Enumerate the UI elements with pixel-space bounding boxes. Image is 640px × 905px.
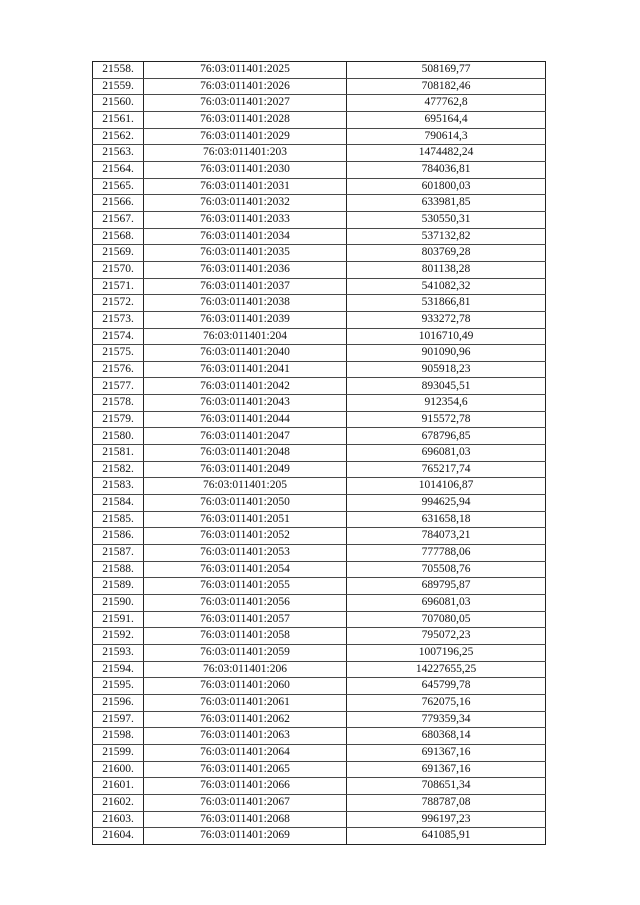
table-row xyxy=(93,578,546,595)
cadastral-number-cell: 76:03:011401:2051 xyxy=(144,511,347,528)
cadastral-value-cell: 531866,81 xyxy=(347,295,546,312)
row-number-cell: 21559. xyxy=(93,78,144,95)
table-row xyxy=(93,111,546,128)
table-row xyxy=(93,128,546,145)
row-number-cell: 21592. xyxy=(93,628,144,645)
cadastral-number-cell: 76:03:011401:2047 xyxy=(144,428,347,445)
row-number-cell: 21590. xyxy=(93,595,144,612)
cadastral-number-cell: 76:03:011401:206 xyxy=(144,661,347,678)
cadastral-number-cell: 76:03:011401:2050 xyxy=(144,495,347,512)
cadastral-value-cell: 707080,05 xyxy=(347,611,546,628)
cadastral-value-cell: 696081,03 xyxy=(347,445,546,462)
cadastral-number-cell: 76:03:011401:2031 xyxy=(144,178,347,195)
cadastral-number-cell: 76:03:011401:2059 xyxy=(144,644,347,661)
row-number-cell: 21580. xyxy=(93,428,144,445)
row-number-cell: 21602. xyxy=(93,794,144,811)
table-row xyxy=(93,411,546,428)
cadastral-number-cell: 76:03:011401:2053 xyxy=(144,545,347,562)
table-row xyxy=(93,195,546,212)
cadastral-number-cell: 76:03:011401:2042 xyxy=(144,378,347,395)
cadastral-number-cell: 76:03:011401:2039 xyxy=(144,311,347,328)
cadastral-value-cell: 705508,76 xyxy=(347,561,546,578)
row-number-cell: 21563. xyxy=(93,145,144,162)
cadastral-value-cell: 689795,87 xyxy=(347,578,546,595)
table-row xyxy=(93,828,546,845)
cadastral-value-cell: 696081,03 xyxy=(347,595,546,612)
row-number-cell: 21594. xyxy=(93,661,144,678)
cadastral-number-cell: 76:03:011401:2025 xyxy=(144,62,347,79)
cadastral-number-cell: 76:03:011401:2049 xyxy=(144,461,347,478)
cadastral-number-cell: 76:03:011401:2027 xyxy=(144,95,347,112)
table-row xyxy=(93,628,546,645)
cadastral-value-cell: 765217,74 xyxy=(347,461,546,478)
cadastral-number-cell: 76:03:011401:2028 xyxy=(144,111,347,128)
table-row xyxy=(93,311,546,328)
row-number-cell: 21588. xyxy=(93,561,144,578)
cadastral-value-cell: 14227655,25 xyxy=(347,661,546,678)
cadastral-value-cell: 915572,78 xyxy=(347,411,546,428)
cadastral-number-cell: 76:03:011401:2061 xyxy=(144,694,347,711)
cadastral-number-cell: 76:03:011401:2041 xyxy=(144,361,347,378)
cadastral-value-cell: 708182,46 xyxy=(347,78,546,95)
table-row xyxy=(93,295,546,312)
cadastral-value-cell: 601800,03 xyxy=(347,178,546,195)
cadastral-value-cell: 530550,31 xyxy=(347,211,546,228)
row-number-cell: 21597. xyxy=(93,711,144,728)
row-number-cell: 21595. xyxy=(93,678,144,695)
row-number-cell: 21560. xyxy=(93,95,144,112)
row-number-cell: 21599. xyxy=(93,744,144,761)
cadastral-value-cell: 784073,21 xyxy=(347,528,546,545)
cadastral-number-cell: 76:03:011401:2054 xyxy=(144,561,347,578)
row-number-cell: 21558. xyxy=(93,62,144,79)
table-row xyxy=(93,595,546,612)
cadastral-value-cell: 1007196,25 xyxy=(347,644,546,661)
row-number-cell: 21591. xyxy=(93,611,144,628)
row-number-cell: 21579. xyxy=(93,411,144,428)
table-row xyxy=(93,395,546,412)
cadastral-number-cell: 76:03:011401:2043 xyxy=(144,395,347,412)
row-number-cell: 21601. xyxy=(93,778,144,795)
cadastral-value-cell: 790614,3 xyxy=(347,128,546,145)
cadastral-value-cell: 933272,78 xyxy=(347,311,546,328)
cadastral-value-cell: 691367,16 xyxy=(347,744,546,761)
cadastral-number-cell: 76:03:011401:2035 xyxy=(144,245,347,262)
table-row xyxy=(93,661,546,678)
table-row xyxy=(93,744,546,761)
cadastral-value-cell: 762075,16 xyxy=(347,694,546,711)
cadastral-number-cell: 76:03:011401:2032 xyxy=(144,195,347,212)
cadastral-number-cell: 76:03:011401:2064 xyxy=(144,744,347,761)
table-row xyxy=(93,678,546,695)
cadastral-value-cell: 641085,91 xyxy=(347,828,546,845)
table-row xyxy=(93,694,546,711)
table-row xyxy=(93,495,546,512)
row-number-cell: 21587. xyxy=(93,545,144,562)
row-number-cell: 21571. xyxy=(93,278,144,295)
table-row xyxy=(93,794,546,811)
cadastral-number-cell: 76:03:011401:2030 xyxy=(144,161,347,178)
cadastral-value-cell: 631658,18 xyxy=(347,511,546,528)
row-number-cell: 21578. xyxy=(93,395,144,412)
cadastral-value-cell: 477762,8 xyxy=(347,95,546,112)
row-number-cell: 21596. xyxy=(93,694,144,711)
table-body xyxy=(93,62,546,845)
cadastral-number-cell: 76:03:011401:203 xyxy=(144,145,347,162)
table-row xyxy=(93,511,546,528)
cadastral-value-cell: 541082,32 xyxy=(347,278,546,295)
table-row xyxy=(93,278,546,295)
table-row xyxy=(93,361,546,378)
row-number-cell: 21564. xyxy=(93,161,144,178)
cadastral-value-cell: 893045,51 xyxy=(347,378,546,395)
cadastral-value-cell: 779359,34 xyxy=(347,711,546,728)
cadastral-number-cell: 76:03:011401:2044 xyxy=(144,411,347,428)
cadastral-number-cell: 76:03:011401:2062 xyxy=(144,711,347,728)
cadastral-value-cell: 695164,4 xyxy=(347,111,546,128)
cadastral-number-cell: 76:03:011401:2068 xyxy=(144,811,347,828)
row-number-cell: 21562. xyxy=(93,128,144,145)
cadastral-value-cell: 777788,06 xyxy=(347,545,546,562)
table-row xyxy=(93,145,546,162)
cadastral-value-cell: 788787,08 xyxy=(347,794,546,811)
row-number-cell: 21584. xyxy=(93,495,144,512)
cadastral-value-cell: 905918,23 xyxy=(347,361,546,378)
cadastral-number-cell: 76:03:011401:2067 xyxy=(144,794,347,811)
cadastral-value-cell: 537132,82 xyxy=(347,228,546,245)
table-row xyxy=(93,711,546,728)
cadastral-value-cell: 795072,23 xyxy=(347,628,546,645)
cadastral-number-cell: 76:03:011401:2026 xyxy=(144,78,347,95)
table-row xyxy=(93,478,546,495)
row-number-cell: 21598. xyxy=(93,728,144,745)
table-row xyxy=(93,811,546,828)
row-number-cell: 21600. xyxy=(93,761,144,778)
cadastral-number-cell: 76:03:011401:2063 xyxy=(144,728,347,745)
cadastral-number-cell: 76:03:011401:2058 xyxy=(144,628,347,645)
cadastral-number-cell: 76:03:011401:2040 xyxy=(144,345,347,362)
row-number-cell: 21570. xyxy=(93,261,144,278)
table-row xyxy=(93,328,546,345)
row-number-cell: 21586. xyxy=(93,528,144,545)
cadastral-number-cell: 76:03:011401:2066 xyxy=(144,778,347,795)
cadastral-value-table xyxy=(92,61,546,845)
cadastral-value-cell: 912354,6 xyxy=(347,395,546,412)
cadastral-number-cell: 76:03:011401:2033 xyxy=(144,211,347,228)
row-number-cell: 21577. xyxy=(93,378,144,395)
row-number-cell: 21575. xyxy=(93,345,144,362)
cadastral-value-cell: 994625,94 xyxy=(347,495,546,512)
cadastral-number-cell: 76:03:011401:2065 xyxy=(144,761,347,778)
row-number-cell: 21566. xyxy=(93,195,144,212)
table-row xyxy=(93,778,546,795)
table-row xyxy=(93,561,546,578)
row-number-cell: 21581. xyxy=(93,445,144,462)
row-number-cell: 21565. xyxy=(93,178,144,195)
cadastral-value-cell: 691367,16 xyxy=(347,761,546,778)
cadastral-value-cell: 1474482,24 xyxy=(347,145,546,162)
cadastral-number-cell: 76:03:011401:2038 xyxy=(144,295,347,312)
row-number-cell: 21603. xyxy=(93,811,144,828)
cadastral-value-cell: 680368,14 xyxy=(347,728,546,745)
cadastral-value-cell: 633981,85 xyxy=(347,195,546,212)
row-number-cell: 21583. xyxy=(93,478,144,495)
table-row xyxy=(93,95,546,112)
cadastral-value-cell: 678796,85 xyxy=(347,428,546,445)
cadastral-number-cell: 76:03:011401:2056 xyxy=(144,595,347,612)
row-number-cell: 21604. xyxy=(93,828,144,845)
row-number-cell: 21569. xyxy=(93,245,144,262)
table-row xyxy=(93,261,546,278)
cadastral-number-cell: 76:03:011401:2034 xyxy=(144,228,347,245)
cadastral-number-cell: 76:03:011401:2069 xyxy=(144,828,347,845)
cadastral-value-cell: 803769,28 xyxy=(347,245,546,262)
cadastral-number-cell: 76:03:011401:2060 xyxy=(144,678,347,695)
cadastral-value-cell: 508169,77 xyxy=(347,62,546,79)
row-number-cell: 21593. xyxy=(93,644,144,661)
table-row xyxy=(93,161,546,178)
table-row xyxy=(93,211,546,228)
cadastral-value-cell: 784036,81 xyxy=(347,161,546,178)
cadastral-number-cell: 76:03:011401:205 xyxy=(144,478,347,495)
table-row xyxy=(93,728,546,745)
table-row xyxy=(93,345,546,362)
cadastral-number-cell: 76:03:011401:2029 xyxy=(144,128,347,145)
table-row xyxy=(93,378,546,395)
cadastral-value-cell: 801138,28 xyxy=(347,261,546,278)
cadastral-value-cell: 996197,23 xyxy=(347,811,546,828)
cadastral-number-cell: 76:03:011401:204 xyxy=(144,328,347,345)
cadastral-value-cell: 1016710,49 xyxy=(347,328,546,345)
table-row xyxy=(93,78,546,95)
row-number-cell: 21589. xyxy=(93,578,144,595)
cadastral-number-cell: 76:03:011401:2052 xyxy=(144,528,347,545)
table-row xyxy=(93,178,546,195)
row-number-cell: 21567. xyxy=(93,211,144,228)
cadastral-number-cell: 76:03:011401:2036 xyxy=(144,261,347,278)
cadastral-value-cell: 645799,78 xyxy=(347,678,546,695)
table-row xyxy=(93,545,546,562)
cadastral-value-cell: 1014106,87 xyxy=(347,478,546,495)
row-number-cell: 21573. xyxy=(93,311,144,328)
table-row xyxy=(93,461,546,478)
row-number-cell: 21561. xyxy=(93,111,144,128)
cadastral-number-cell: 76:03:011401:2037 xyxy=(144,278,347,295)
table-row xyxy=(93,528,546,545)
cadastral-value-cell: 708651,34 xyxy=(347,778,546,795)
cadastral-number-cell: 76:03:011401:2057 xyxy=(144,611,347,628)
table-row xyxy=(93,761,546,778)
table-row xyxy=(93,62,546,79)
table-row xyxy=(93,644,546,661)
table-row xyxy=(93,245,546,262)
table-row xyxy=(93,445,546,462)
row-number-cell: 21572. xyxy=(93,295,144,312)
cadastral-number-cell: 76:03:011401:2055 xyxy=(144,578,347,595)
row-number-cell: 21568. xyxy=(93,228,144,245)
cadastral-value-cell: 901090,96 xyxy=(347,345,546,362)
table-row xyxy=(93,611,546,628)
row-number-cell: 21585. xyxy=(93,511,144,528)
cadastral-number-cell: 76:03:011401:2048 xyxy=(144,445,347,462)
row-number-cell: 21576. xyxy=(93,361,144,378)
row-number-cell: 21574. xyxy=(93,328,144,345)
row-number-cell: 21582. xyxy=(93,461,144,478)
table-row xyxy=(93,428,546,445)
table-row xyxy=(93,228,546,245)
